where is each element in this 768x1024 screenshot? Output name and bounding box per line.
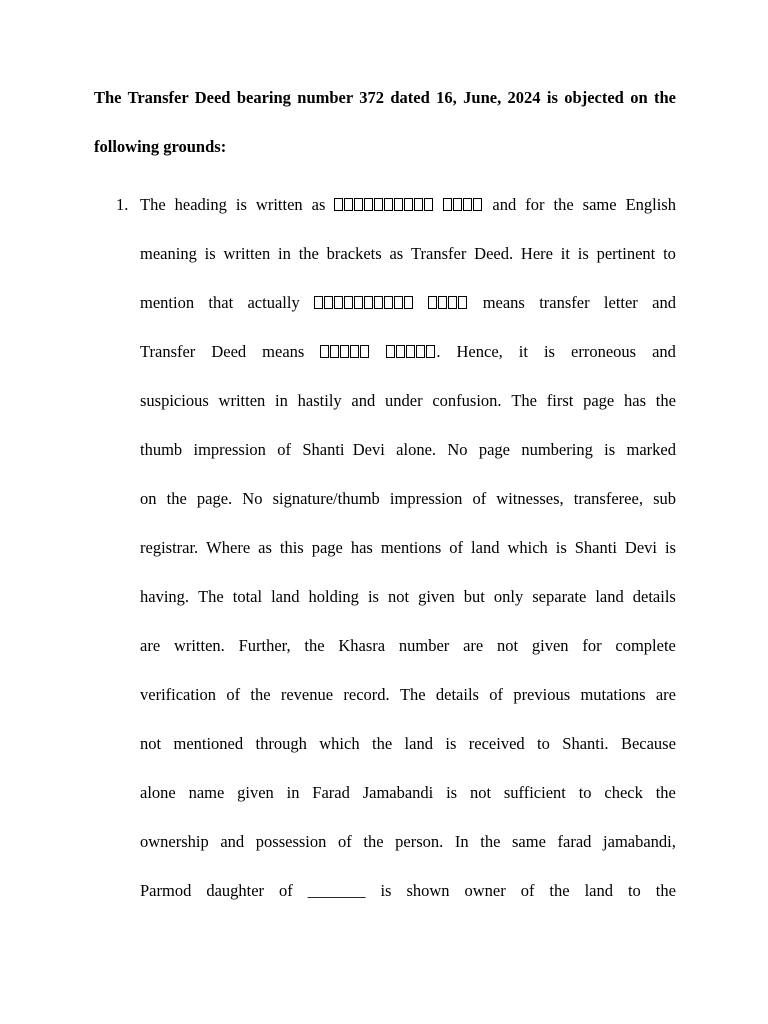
word: as (258, 538, 272, 557)
word: shown (406, 881, 450, 900)
word: possession (255, 832, 327, 851)
word: land (584, 881, 613, 900)
word: complete (615, 636, 676, 655)
word: registrar. (140, 538, 199, 557)
word: which (507, 538, 548, 557)
missing-glyph-word (314, 278, 414, 327)
word: of (520, 881, 535, 900)
word: is (543, 342, 555, 361)
word: and (492, 195, 517, 214)
word: Because (620, 734, 676, 753)
word: numbering (521, 440, 593, 459)
word: sufficient (503, 783, 566, 802)
word: owner (464, 881, 506, 900)
word: as (311, 195, 326, 214)
word: land (471, 538, 500, 557)
word: the (304, 636, 325, 655)
word: the (655, 391, 676, 410)
word: is (445, 734, 457, 753)
word: given (237, 783, 274, 802)
body-text-line (140, 866, 676, 915)
word: page (478, 440, 510, 459)
word: meaning (140, 244, 197, 263)
word: Transfer (411, 244, 467, 263)
word: the (549, 881, 570, 900)
list-item-number: 1. (116, 195, 129, 214)
missing-glyph-word: . (386, 327, 440, 376)
word: The (140, 195, 166, 214)
word: name (188, 783, 225, 802)
word: are (140, 636, 161, 655)
word: mentioned (173, 734, 244, 753)
word: details (435, 685, 479, 704)
word: page (311, 538, 343, 557)
word: is (555, 538, 567, 557)
word: witnesses, (496, 489, 564, 508)
word: Further, (238, 636, 291, 655)
word: the (655, 881, 676, 900)
word: of (277, 440, 291, 459)
word: is (235, 195, 247, 214)
word: impression (193, 440, 266, 459)
word: check (604, 783, 643, 802)
word: not (387, 587, 410, 606)
missing-glyph-word (428, 278, 468, 327)
word: in (275, 391, 288, 410)
word: means (482, 293, 525, 312)
word: number (398, 636, 450, 655)
word: given (418, 587, 455, 606)
word: same (512, 832, 546, 851)
word: signature/thumb (272, 489, 380, 508)
word: the (250, 685, 271, 704)
word: Devi (624, 538, 657, 557)
word: land (404, 734, 433, 753)
word: having. (140, 587, 190, 606)
word: total (232, 587, 263, 606)
word: through (255, 734, 307, 753)
word: written (255, 195, 303, 214)
word: person. (395, 832, 444, 851)
word: land (595, 587, 624, 606)
word: daughter (206, 881, 265, 900)
word: English (625, 195, 676, 214)
word: the (655, 783, 676, 802)
word: are (463, 636, 484, 655)
word: means (262, 342, 305, 361)
word: Hence, (456, 342, 503, 361)
word: pertinent (596, 244, 656, 263)
word: No (447, 440, 468, 459)
word: revenue (280, 685, 334, 704)
word: mutations (580, 685, 646, 704)
word: which (319, 734, 360, 753)
missing-glyph-word (320, 327, 370, 376)
word: The (399, 685, 426, 704)
word: impression (389, 489, 463, 508)
word: that (208, 293, 234, 312)
word: ownership (140, 832, 209, 851)
word: same (582, 195, 617, 214)
word: In (454, 832, 469, 851)
word: hastily (297, 391, 342, 410)
word: of (489, 685, 504, 704)
word: not (497, 636, 519, 655)
word: to (578, 783, 592, 802)
word: and (220, 832, 245, 851)
word: is (380, 881, 392, 900)
word: previous (513, 685, 571, 704)
word: transfer (539, 293, 590, 312)
word: not (140, 734, 162, 753)
word: is (446, 783, 458, 802)
body-text-line (140, 474, 676, 523)
body-text-line (140, 425, 676, 474)
document-heading: The Transfer Deed bearing number 372 dated 16, June, 2024 is objected on the following grounds: (94, 88, 676, 156)
word: Transfer (140, 342, 196, 361)
word: confusion. (432, 391, 502, 410)
word: of (226, 685, 241, 704)
word: Shanti. (562, 734, 609, 753)
word: the (166, 489, 187, 508)
word: for (582, 636, 602, 655)
word: written (218, 391, 266, 410)
body-text-line (140, 572, 676, 621)
body-text-line (140, 327, 676, 376)
word: The (511, 391, 537, 410)
word: mentions (380, 538, 442, 557)
word: Parmod (140, 881, 192, 900)
word: has (624, 391, 647, 410)
word: alone (140, 783, 176, 802)
word: land (271, 587, 300, 606)
word: is (604, 440, 616, 459)
body-text-line (140, 817, 676, 866)
word: suspicious (140, 391, 209, 410)
word: to (537, 734, 550, 753)
word: Where (206, 538, 251, 557)
word: of (472, 489, 487, 508)
word: letter (603, 293, 638, 312)
word: the (298, 244, 319, 263)
word: The (198, 587, 224, 606)
word: are (655, 685, 676, 704)
body-text-line (140, 621, 676, 670)
missing-glyph-word (334, 180, 434, 229)
word: first (546, 391, 574, 410)
word: is (204, 244, 216, 263)
word: received (468, 734, 525, 753)
word: has (350, 538, 373, 557)
word: this (279, 538, 304, 557)
word: Here (520, 244, 553, 263)
word: _______ (307, 881, 366, 900)
word: under (385, 391, 423, 410)
word: Deed. (474, 244, 514, 263)
word: is (577, 244, 589, 263)
word: is (367, 587, 379, 606)
word: heading (174, 195, 227, 214)
word: erroneous (571, 342, 637, 361)
word: in (286, 783, 300, 802)
word: page. (196, 489, 233, 508)
word: page (583, 391, 615, 410)
body-text-line (140, 670, 676, 719)
word: it (518, 342, 528, 361)
word: the (371, 734, 393, 753)
word: given (531, 636, 569, 655)
word: is (664, 538, 676, 557)
word: alone. (396, 440, 437, 459)
word: Farad (312, 783, 350, 802)
word: verification (140, 685, 217, 704)
word: of (449, 538, 464, 557)
word: not (469, 783, 492, 802)
word: holding (308, 587, 359, 606)
word: written (223, 244, 271, 263)
body-text-line (140, 229, 676, 278)
word: it (560, 244, 570, 263)
word: marked (626, 440, 676, 459)
body-text-line (140, 180, 676, 229)
body-text-line (140, 278, 676, 327)
word: in (278, 244, 291, 263)
word: on (140, 489, 157, 508)
body-text-line (140, 376, 676, 425)
body-text-line (140, 768, 676, 817)
word: jamabandi, (603, 832, 676, 851)
body-text-line (140, 719, 676, 768)
word: No (242, 489, 263, 508)
word: the (363, 832, 384, 851)
word: details (632, 587, 676, 606)
word: but (463, 587, 485, 606)
word: Shanti (574, 538, 617, 557)
word: farad (557, 832, 592, 851)
word: Jamabandi (362, 783, 434, 802)
word: actually (247, 293, 300, 312)
word: and (351, 391, 376, 410)
word: sub (653, 489, 676, 508)
word: brackets (326, 244, 382, 263)
word: record. (343, 685, 390, 704)
word: mention (140, 293, 195, 312)
word: and (652, 342, 676, 361)
word: only (493, 587, 524, 606)
word: Deed (211, 342, 247, 361)
word: to (663, 244, 676, 263)
word: thumb (140, 440, 183, 459)
word: separate (532, 587, 587, 606)
list-item (116, 180, 676, 915)
word: as (389, 244, 404, 263)
word: Khasra (338, 636, 386, 655)
word: the (553, 195, 574, 214)
word: of (338, 832, 352, 851)
word: written. (173, 636, 225, 655)
word: Shanti Devi (302, 440, 385, 459)
body-text-line (140, 523, 676, 572)
word: and (652, 293, 676, 312)
list-item-body (140, 180, 676, 915)
missing-glyph-word (443, 180, 483, 229)
word: transferee, (573, 489, 643, 508)
word: the (480, 832, 501, 851)
word: for (525, 195, 545, 214)
word: to (627, 881, 641, 900)
word: of (279, 881, 293, 900)
